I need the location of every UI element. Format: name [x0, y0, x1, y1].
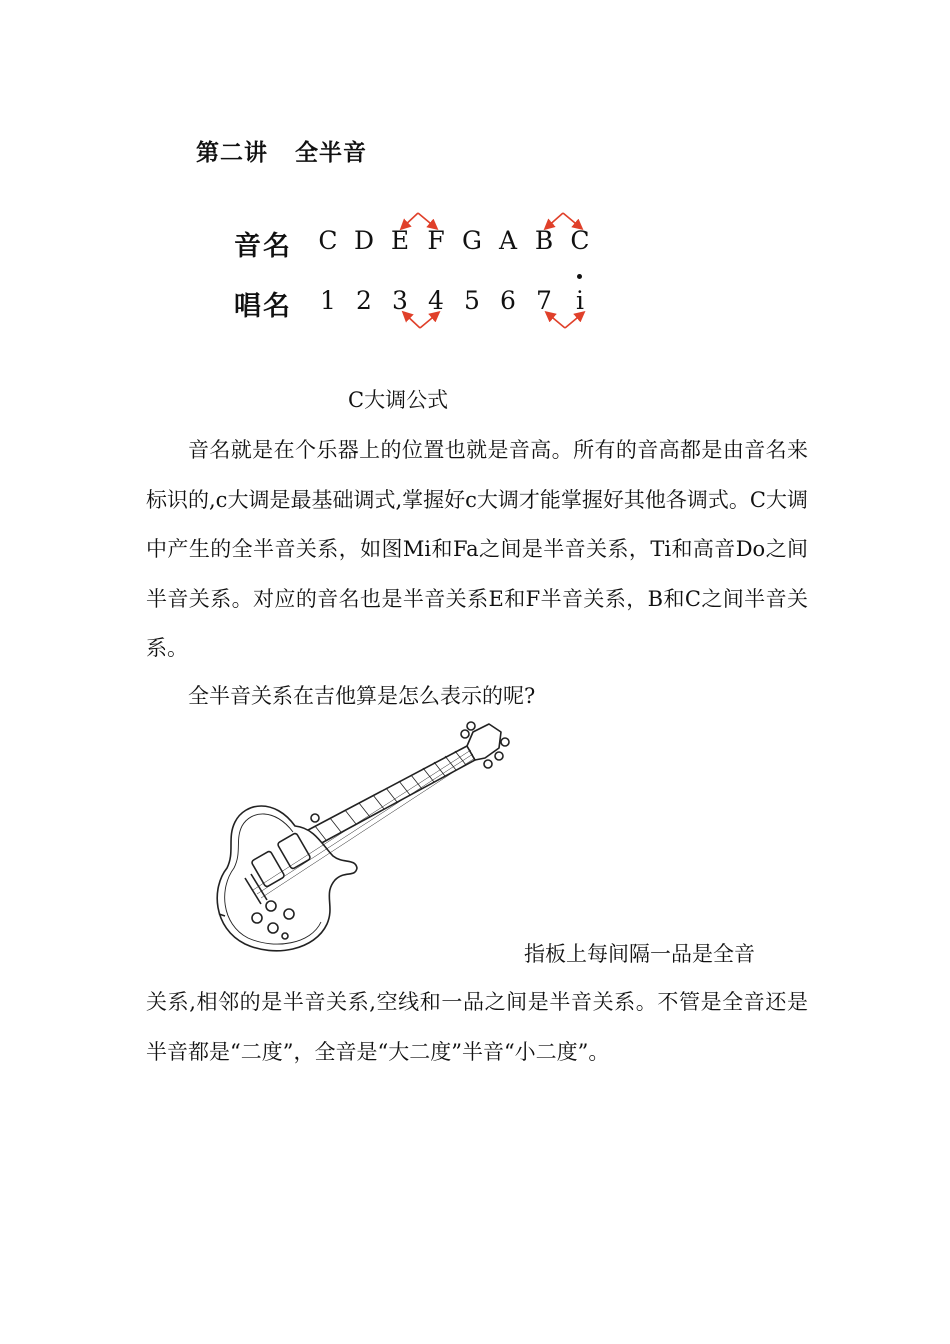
- note-c: C: [318, 226, 338, 255]
- sing-2: 2: [356, 286, 372, 315]
- paragraph-2: 全半音关系在吉他算是怎么表示的呢?: [188, 684, 536, 708]
- note-name-label: 音名: [234, 231, 292, 262]
- sing-high-1: i: [576, 286, 584, 315]
- paragraph-1: 音名就是在个乐器上的位置也就是音高。所有的音高都是由音名来标识的,c大调是最基础调式,掌握好c大调才能掌握好其他各调式。C大调中产生的全半音关系，如图Mi和Fa之间是半音关系，Ti和高音Do之间半音关系。对应的音名也是半音关系E和F半音关系，B和C之间半音关系。: [146, 438, 808, 660]
- note-high-c: C: [570, 226, 590, 255]
- note-g: G: [462, 226, 482, 255]
- page-title: 第二讲 全半音: [196, 140, 368, 166]
- sing-5: 5: [464, 286, 480, 315]
- paragraph-3-first-line: 指板上每间隔一品是全音: [524, 942, 755, 966]
- sing-4: 4: [428, 286, 444, 315]
- arrow-7-1-bottom: [547, 313, 583, 328]
- electric-guitar-illustration: [205, 718, 515, 958]
- sing-1: 1: [320, 286, 336, 315]
- arrow-3-4-bottom: [404, 313, 438, 328]
- paragraph-3-rest: 关系,相邻的是半音关系,空线和一品之间是半音关系。不管是全音还是半音都是“二度”，全音是“大二度”半音“小二度”。: [146, 990, 808, 1064]
- sing-3: 3: [392, 286, 408, 315]
- note-f: F: [427, 226, 445, 255]
- sing-6: 6: [500, 286, 516, 315]
- sing-7: 7: [536, 286, 552, 315]
- sing-name-label: 唱名: [234, 291, 292, 322]
- semitone-arrows: [0, 0, 950, 400]
- note-b: B: [534, 226, 554, 255]
- note-a: A: [498, 226, 518, 255]
- high-octave-dot: [577, 274, 582, 279]
- note-d: D: [353, 226, 375, 255]
- caption: C大调公式: [348, 388, 449, 412]
- note-e: E: [390, 226, 410, 255]
